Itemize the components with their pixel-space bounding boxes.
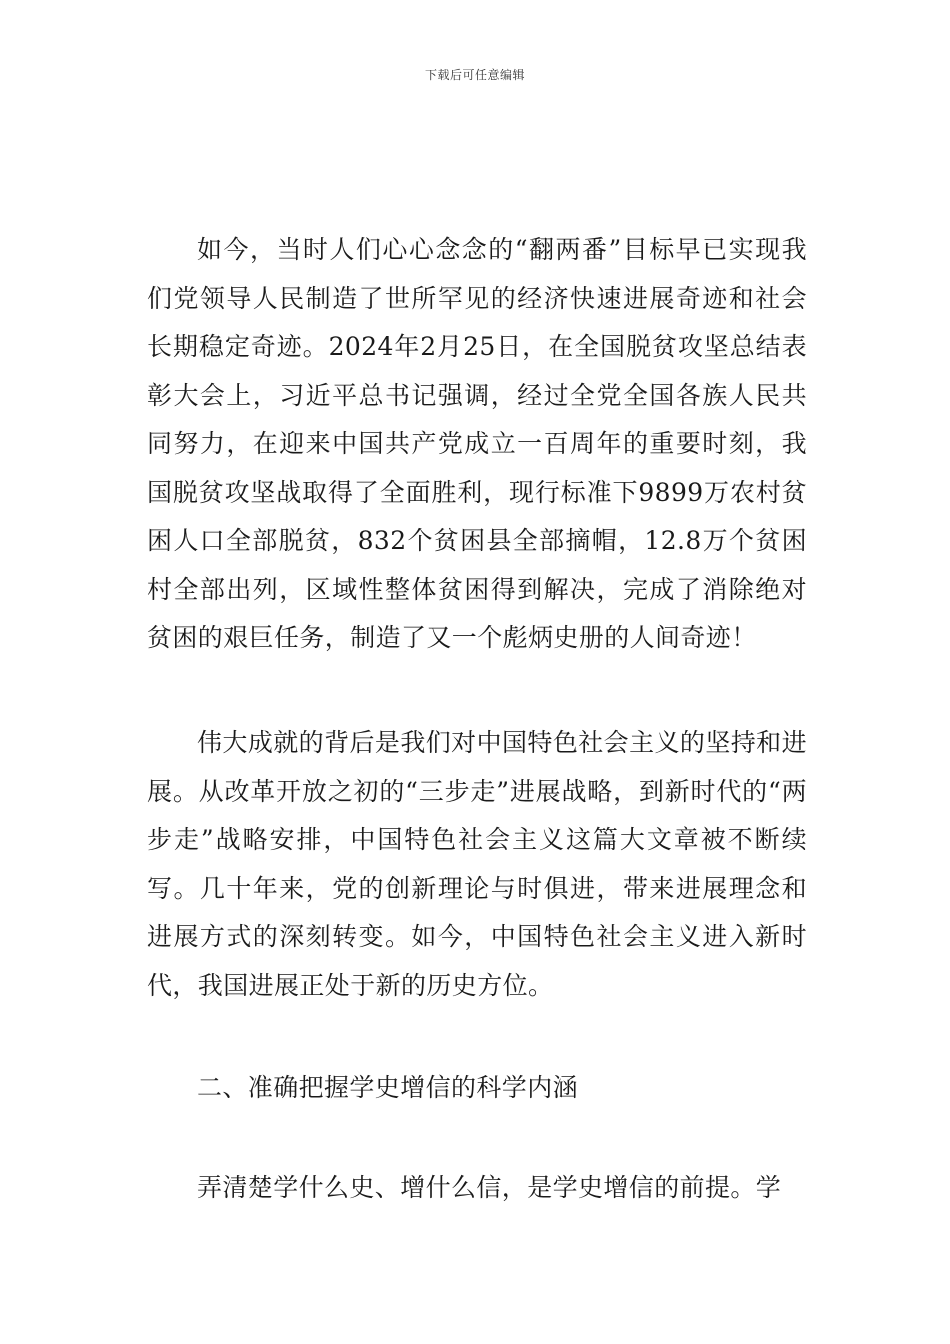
section-heading: 二、准确把握学史增信的科学内涵 bbox=[197, 1073, 579, 1102]
header-note: 下载后可任意编辑 bbox=[424, 68, 525, 82]
paragraph-study-history: 弄清楚学什么史、增什么信，是学史增信的前提。学 bbox=[197, 1173, 782, 1202]
paragraph-socialism: 伟大成就的背后是我们对中国特色社会主义的坚持和进展。从改革开放之初的“三步走”进展战略，到新时代的“两步走”战略安排，中国特色社会主义这篇大文章被不断续写。几十年来，党的创新理论与时俱进，带来进展理念和进展方式的深刻转变。如今，中国特色社会主义进入新时代，我国进展正处于新的历史方位。 bbox=[147, 728, 807, 1000]
paragraph-achievements: 如今，当时人们心心念念的“翻两番”目标早已实现我们党领导人民制造了世所罕见的经济快速进展奇迹和社会长期稳定奇迹。2024年2月25日，在全国脱贫攻坚总结表彰大会上，习近平总书记强调，经过全党全国各族人民共同努力，在迎来中国共产党成立一百周年的重要时刻，我国脱贫攻坚战取得了全面胜利，现行标准下9899万农村贫困人口全部脱贫，832个贫困县全部摘帽，12.8万个贫困村全部出列，区域性整体贫困得到解决，完成了消除绝对贫困的艰巨任务，制造了又一个彪炳史册的人间奇迹！ bbox=[147, 235, 807, 652]
